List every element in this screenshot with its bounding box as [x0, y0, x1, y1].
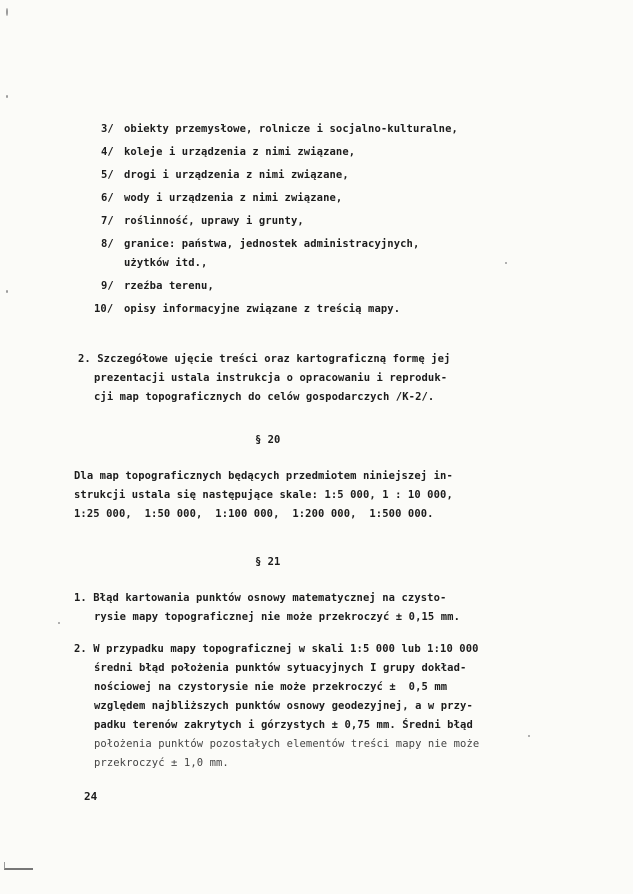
scan-speck — [58, 622, 60, 624]
scan-speck — [6, 8, 8, 16]
list-item-text: koleje i urządzenia z nimi związane, — [124, 146, 356, 158]
list-item-text: opisy informacyjne związane z treścią mapy. — [124, 303, 401, 315]
list-item-number: 6/ — [101, 192, 114, 204]
list-item-number: 3/ — [101, 123, 114, 135]
list-item-number: 9/ — [101, 280, 114, 292]
scan-speck — [6, 95, 8, 98]
list-item-text: użytków itd., — [124, 257, 208, 269]
paragraph-line: cji map topograficznych do celów gospodarczych /K-2/. — [94, 391, 435, 403]
list-item-text: obiekty przemysłowe, rolnicze i socjalno-kulturalne, — [124, 123, 458, 135]
section-heading-20: § 20 — [255, 434, 281, 446]
paragraph-line: względem najbliższych punktów osnowy geodezyjnej, a w przy- — [94, 700, 473, 712]
scan-speck — [6, 290, 8, 293]
paragraph-line: 2. Szczegółowe ujęcie treści oraz kartograficzną formę jej — [78, 353, 451, 365]
paragraph-line: 1:25 000, 1:50 000, 1:100 000, 1:200 000, 1:500 000. — [74, 508, 434, 520]
corner-scan-mark — [4, 862, 33, 870]
list-item-text: wody i urządzenia z nimi związane, — [124, 192, 343, 204]
paragraph-line: strukcji ustala się następujące skale: 1:5 000, 1 : 10 000, — [74, 489, 453, 501]
scan-speck — [505, 262, 507, 264]
list-item-number: 8/ — [101, 238, 114, 250]
paragraph-line: rysie mapy topograficznej nie może przekroczyć ± 0,15 mm. — [94, 611, 461, 623]
list-item-number: 7/ — [101, 215, 114, 227]
list-item-number: 5/ — [101, 169, 114, 181]
scan-speck — [528, 735, 530, 737]
paragraph-line: 1. Błąd kartowania punktów osnowy matematycznej na czysto- — [74, 592, 447, 604]
paragraph-line: średni błąd położenia punktów sytuacyjnych I grupy dokład- — [94, 662, 467, 674]
paragraph-line: padku terenów zakrytych i górzystych ± 0,75 mm. Średni błąd — [94, 719, 473, 731]
page-number: 24 — [84, 790, 98, 803]
list-item-text: granice: państwa, jednostek administracyjnych, — [124, 238, 420, 250]
list-item-text: rzeźba terenu, — [124, 280, 214, 292]
paragraph-line: przekroczyć ± 1,0 mm. — [94, 757, 229, 769]
list-item-text: drogi i urządzenia z nimi związane, — [124, 169, 349, 181]
paragraph-line: prezentacji ustala instrukcja o opracowaniu i reproduk- — [94, 372, 448, 384]
paragraph-line: położenia punktów pozostałych elementów treści mapy nie może — [94, 738, 480, 750]
section-heading-21: § 21 — [255, 556, 281, 568]
list-item-number: 10/ — [94, 303, 114, 315]
list-item-number: 4/ — [101, 146, 114, 158]
paragraph-line: nościowej na czystorysie nie może przekroczyć ± 0,5 mm — [94, 681, 448, 693]
list-item-text: roślinność, uprawy i grunty, — [124, 215, 304, 227]
paragraph-line: Dla map topograficznych będących przedmiotem niniejszej in- — [74, 470, 453, 482]
paragraph-line: 2. W przypadku mapy topograficznej w skali 1:5 000 lub 1:10 000 — [74, 643, 479, 655]
